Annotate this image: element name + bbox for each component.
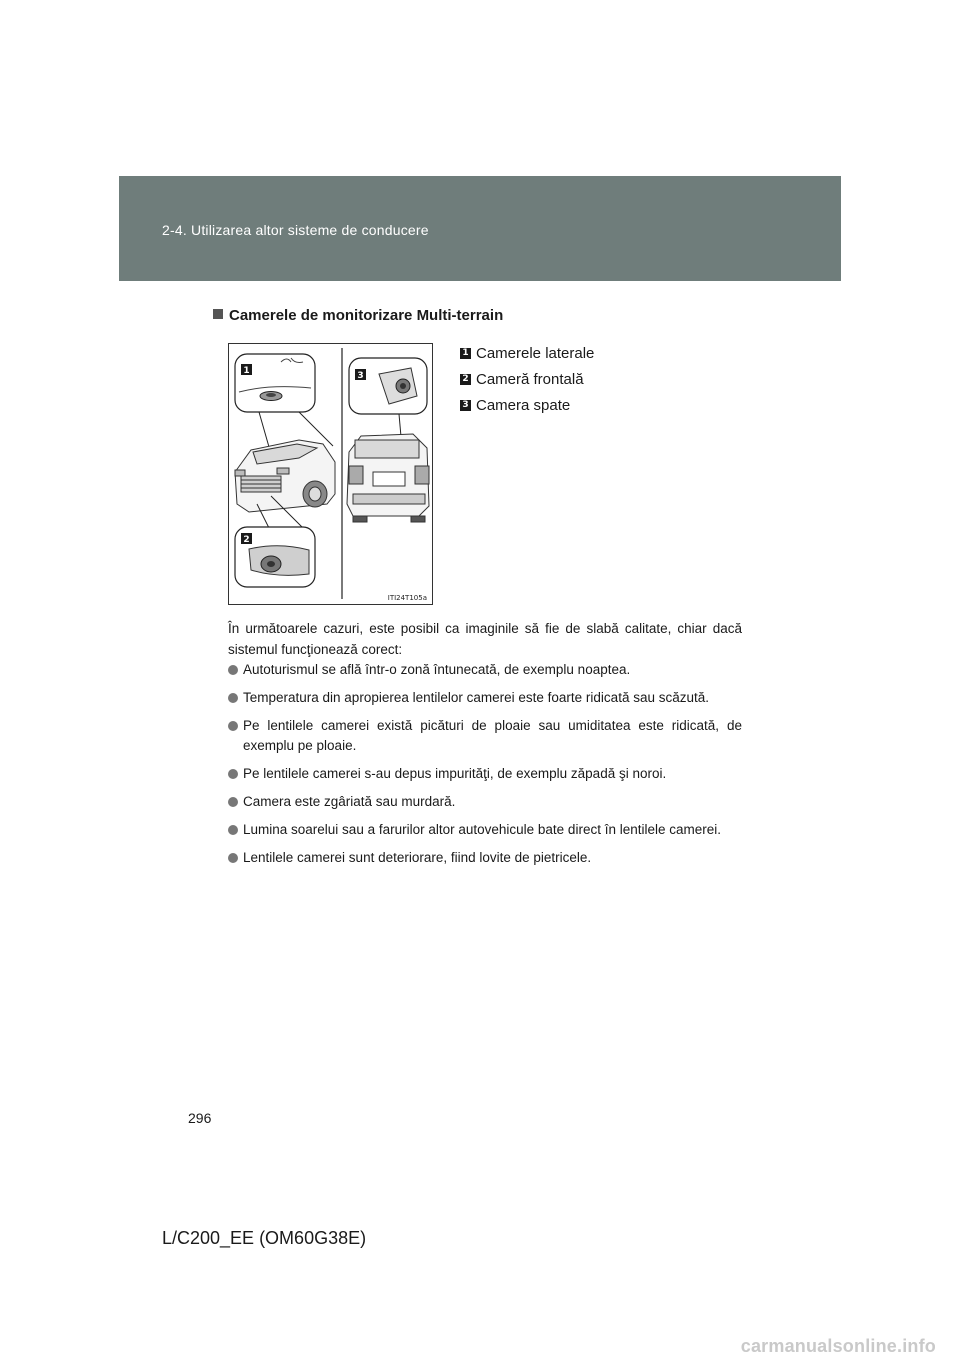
legend-number-badge: 2 xyxy=(460,374,471,385)
list-item xyxy=(228,688,742,708)
legend-label: Camera spate xyxy=(476,396,571,414)
callout-1-number: 1 xyxy=(243,366,250,376)
bullet-dot-icon xyxy=(228,693,238,703)
bullet-dot-icon xyxy=(228,853,238,863)
list-item xyxy=(228,764,742,784)
list-item xyxy=(228,660,742,680)
list-item xyxy=(228,820,742,840)
legend-label: Cameră frontală xyxy=(476,370,584,388)
list-item xyxy=(228,716,742,756)
list-item-text: Autoturismul se află într-o zonă întunecată, de exemplu noaptea. xyxy=(243,662,631,677)
legend-item xyxy=(460,340,594,366)
manual-code: L/C200_EE (OM60G38E) xyxy=(162,1228,367,1248)
list-item-text: Pe lentilele camerei s-au depus impurităţi, de exemplu zăpadă şi noroi. xyxy=(243,766,667,781)
list-item-text: Lentilele camerei sunt deteriorare, fiind lovite de pietricele. xyxy=(243,850,592,865)
list-item-text: Camera este zgâriată sau murdară. xyxy=(243,794,456,809)
legend-number-badge: 1 xyxy=(460,348,471,359)
watermark: carmanualsonline.info xyxy=(740,1336,936,1356)
bullet-dot-icon xyxy=(228,825,238,835)
vehicle-illustration xyxy=(229,344,432,604)
list-item xyxy=(228,792,742,812)
intro-paragraph: În următoarele cazuri, este posibil ca imaginile să fie de slabă calitate, chiar dacă sistemul funcţionează corect: xyxy=(228,621,742,657)
figure-code: ITI24T105a xyxy=(387,594,427,602)
section-heading xyxy=(213,307,503,324)
legend-item xyxy=(460,366,594,392)
section-heading-text: Camerele de monitorizare Multi-terrain xyxy=(229,307,504,324)
camera-location-figure xyxy=(228,343,433,605)
bullet-dot-icon xyxy=(228,797,238,807)
callout-2-number: 2 xyxy=(243,535,250,545)
list-item-text: Temperatura din apropierea lentilelor camerei este foarte ridicată sau scăzută. xyxy=(243,690,709,705)
bullet-dot-icon xyxy=(228,665,238,675)
square-bullet-icon xyxy=(213,309,223,319)
list-item-text: Lumina soarelui sau a farurilor altor autovehicule bate direct în lentilele camerei. xyxy=(243,822,722,837)
condition-list xyxy=(228,660,742,876)
page-number: 296 xyxy=(188,1110,212,1126)
callout-legend xyxy=(460,340,594,418)
list-item xyxy=(228,848,742,868)
legend-number-badge: 3 xyxy=(460,400,471,411)
legend-label: Camerele laterale xyxy=(476,344,595,362)
list-item-text: Pe lentilele camerei există picături de ploaie sau umiditatea este ridicată, de exemplu pe ploaie. xyxy=(243,718,742,753)
bullet-dot-icon xyxy=(228,769,238,779)
callout-3-number: 3 xyxy=(357,371,364,381)
legend-item xyxy=(460,392,594,418)
section-breadcrumb: 2-4. Utilizarea altor sisteme de conducere xyxy=(162,222,429,238)
bullet-dot-icon xyxy=(228,721,238,731)
